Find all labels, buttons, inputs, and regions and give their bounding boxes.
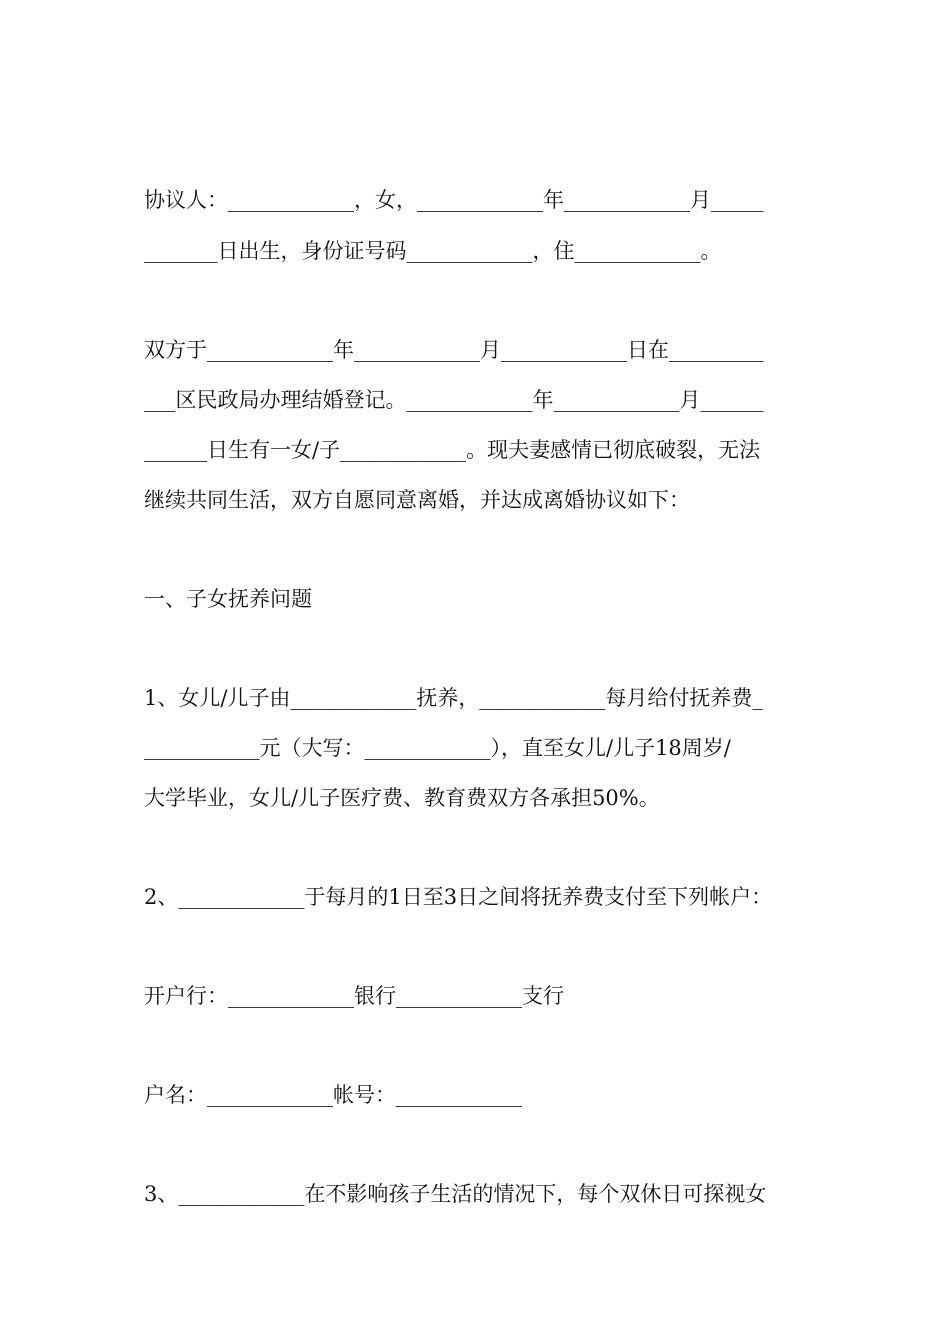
text-line-clause-3: 3、____________在不影响孩子生活的情况下，每个双休日可探视女 bbox=[144, 1182, 767, 1206]
text-line-divorce-agreement: 继续共同生活，双方自愿同意离婚，并达成离婚协议如下： bbox=[144, 488, 690, 512]
text-line-clause-1c: 大学毕业，女儿/儿子医疗费、教育费双方各承担50%。 bbox=[144, 786, 660, 810]
text-line-marriage-date: 双方于____________年____________月____________日在_________ bbox=[144, 338, 764, 362]
text-line-account: 户名：____________帐号：____________ bbox=[144, 1083, 522, 1107]
text-line-clause-2: 2、____________于每月的1日至3日之间将抚养费支付至下列帐户： bbox=[144, 885, 773, 909]
text-line-clause-1b: ___________元（大写：____________），直至女儿/儿子18周岁/ bbox=[144, 736, 731, 760]
text-line-clause-1a: 1、女儿/儿子由____________抚养，____________每月给付抚养费_ bbox=[144, 686, 763, 710]
text-line-agreement-party: 协议人：____________，女，____________年____________月_____ bbox=[144, 188, 764, 212]
text-line-bank: 开户行：____________银行____________支行 bbox=[144, 984, 564, 1008]
section-heading-child-custody: 一、子女抚养问题 bbox=[144, 587, 312, 611]
text-line-child-birth: ______日生有一女/子____________。现夫妻感情已彻底破裂，无法 bbox=[144, 438, 761, 462]
text-line-registration: ___区民政局办理结婚登记。____________年____________月______ bbox=[144, 388, 764, 412]
text-line-birth-id: _______日出生，身份证号码____________，住____________。 bbox=[144, 239, 722, 263]
